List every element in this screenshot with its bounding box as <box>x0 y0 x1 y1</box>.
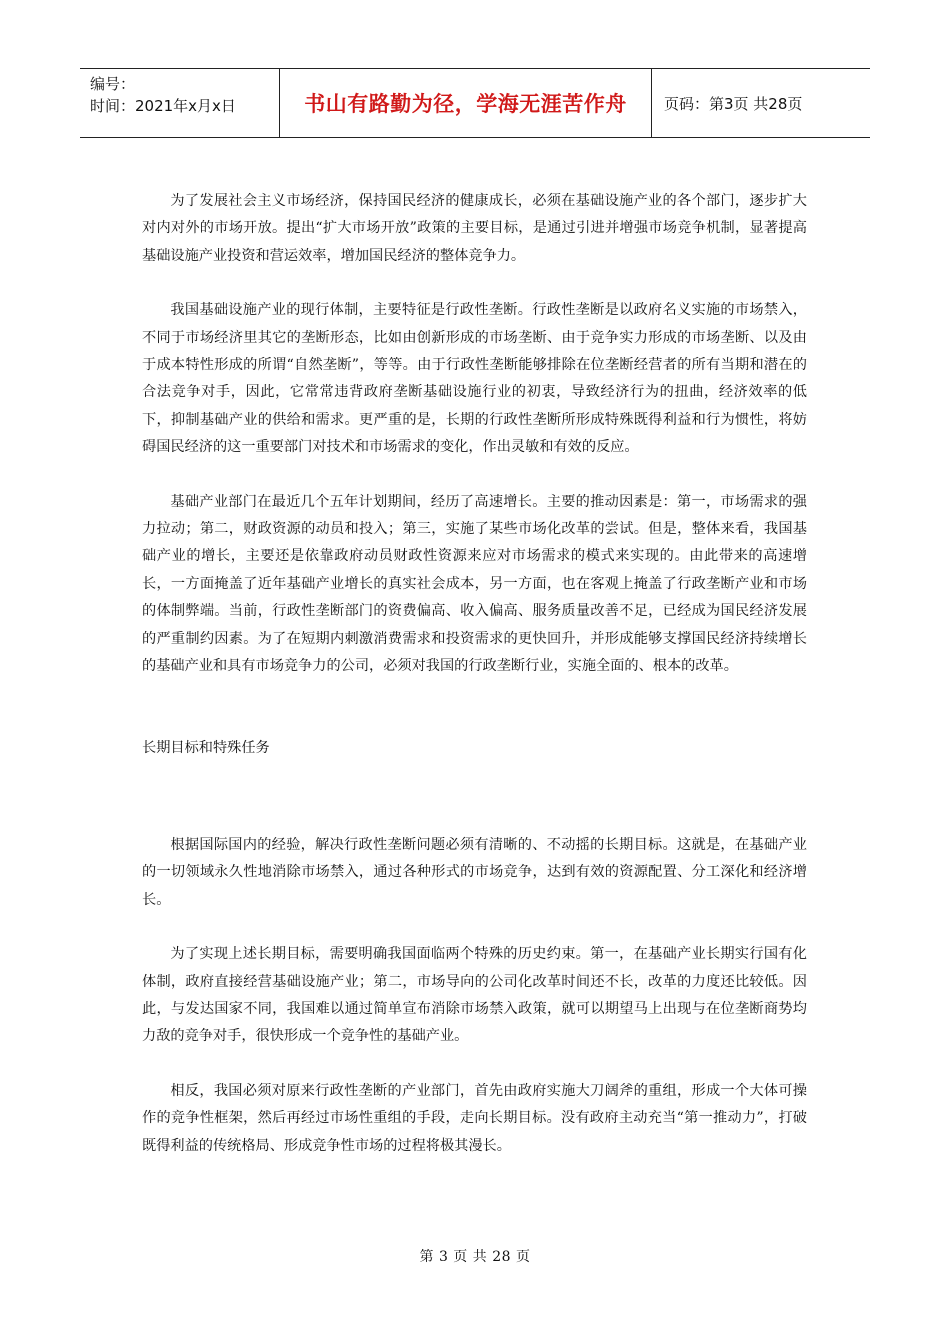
header-page-cell <box>652 69 870 137</box>
body-paragraph: 基础产业部门在最近几个五年计划期间，经历了高速增长。主要的推动因素是：第一，市场需求的强力拉动；第二，财政资源的动员和投入；第三，实施了某些市场化改革的尝试。但是，整体来看，我国基础产业的增长，主要还是依靠政府动员财政性资源来应对市场需求的模式来实现的。由此带来的高速增长，一方面掩盖了近年基础产业增长的真实社会成本，另一方面，也在客观上掩盖了行政垄断产业和市场的体制弊端。当前，行政性垄断部门的资费偏高、收入偏高、服务质量改善不足，已经成为国民经济发展的严重制约因素。为了在短期内刺激消费需求和投资需求的更快回升，并形成能够支撑国民经济持续增长的基础产业和具有市场竞争力的公司，必须对我国的行政垄断行业，实施全面的、根本的改革。 <box>142 493 807 675</box>
body-paragraph: 根据国际国内的经验，解决行政性垄断问题必须有清晰的、不动摇的长期目标。这就是，在基础产业的一切领域永久性地消除市场禁入，通过各种形式的市场竞争，达到有效的资源配置、分工深化和经济增长。 <box>142 836 807 908</box>
body-paragraph: 为了发展社会主义市场经济，保持国民经济的健康成长，必须在基础设施产业的各个部门，逐步扩大对内对外的市场开放。提出“扩大市场开放”政策的主要目标，是通过引进并增强市场竞争机制，显著提高基础设施产业投资和营运效率，增加国民经济的整体竞争力。 <box>142 193 807 264</box>
header-meta-cell <box>80 69 280 137</box>
paragraph-spacer <box>142 1051 807 1078</box>
paragraph-spacer <box>142 462 807 489</box>
paragraph-spacer <box>142 762 807 832</box>
header-page-info: 页码：第3页 共28页 <box>664 94 803 113</box>
body-paragraph: 我国基础设施产业的现行体制，主要特征是行政性垄断。行政性垄断是以政府名义实施的市场禁入，不同于市场经济里其它的垄断形态，比如由创新形成的市场垄断、由于竞争实力形成的市场垄断、以及由于成本特性形成的所谓“自然垄断”，等等。由于行政性垄断能够排除在位垄断经营者的所有当期和潜在的合法竞争对手，因此，它常常违背政府垄断基础设施行业的初衷，导致经济行为的扭曲，经济效率的低下，抑制基础产业的供给和需求。更严重的是，长期的行政性垄断所形成特殊既得利益和行为惯性，将妨碍国民经济的这一重要部门对技术和市场需求的变化，作出灵敏和有效的反应。 <box>142 302 807 456</box>
document-number-label: 编号： <box>90 75 136 93</box>
document-body <box>142 188 807 1160</box>
section-heading: 长期目标和特殊任务 <box>142 739 270 756</box>
header-motto-cell <box>280 69 652 137</box>
page-footer: 第 3 页 共 28 页 <box>419 1249 531 1265</box>
body-paragraph: 为了实现上述长期目标，需要明确我国面临两个特殊的历史约束。第一，在基础产业长期实行国有化体制，政府直接经营基础设施产业；第二，市场导向的公司化改革时间还不长，改革的力度还比较低。因此，与发达国家不同，我国难以通过简单宣布消除市场禁入政策，就可以期望马上出现与在位垄断商势均力敌的竞争对手，很快形成一个竞争性的基础产业。 <box>142 946 807 1045</box>
paragraph-spacer <box>142 914 807 941</box>
header-motto: 书山有路勤为径，学海无涯苦作舟 <box>304 92 627 116</box>
paragraph-spacer <box>142 270 807 297</box>
document-time-label: 时间：2021年x月x日 <box>90 97 236 115</box>
document-header <box>80 68 870 138</box>
paragraph-spacer <box>142 681 807 735</box>
body-paragraph: 相反，我国必须对原来行政性垄断的产业部门，首先由政府实施大刀阔斧的重组，形成一个大体可操作的竞争性框架，然后再经过市场性重组的手段，走向长期目标。没有政府主动充当“第一推动力”，打破既得利益的传统格局、形成竞争性市场的过程将极其漫长。 <box>142 1082 807 1154</box>
